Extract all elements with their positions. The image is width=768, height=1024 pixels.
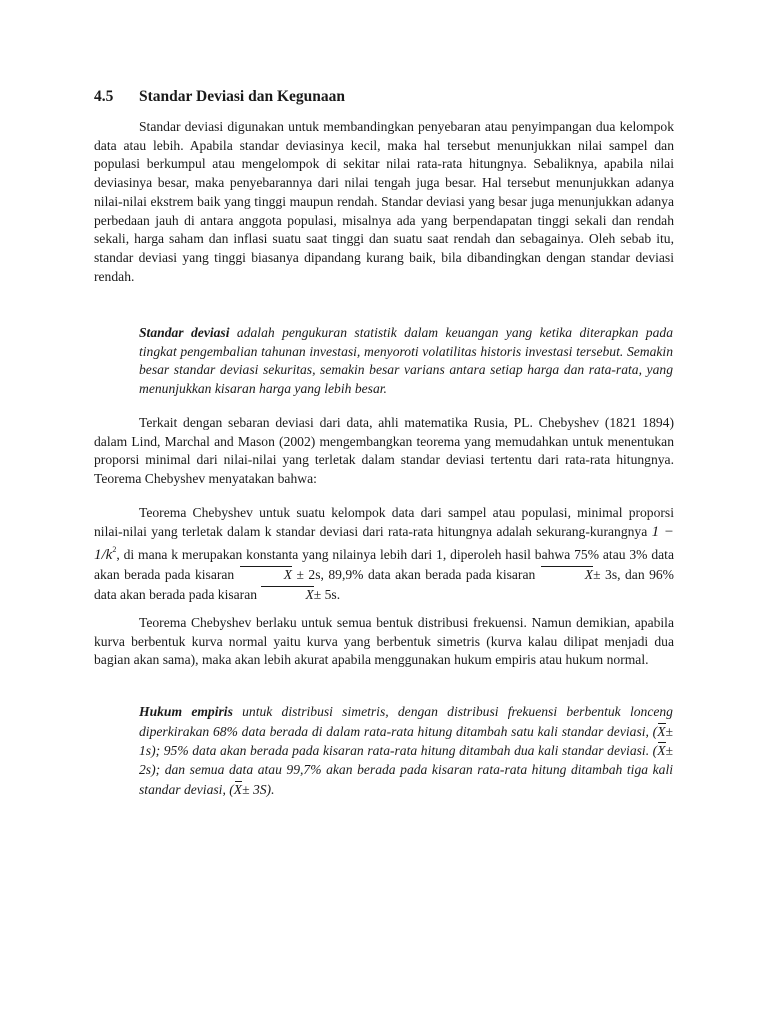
mean-symbol: X (540, 565, 593, 585)
section-title: Standar Deviasi dan Kegunaan (139, 88, 346, 105)
mean-symbol: X (234, 780, 242, 800)
section-heading (94, 88, 654, 106)
theorem-text-e: ± 5s. (313, 586, 341, 602)
paragraph-chebyshev-theorem (94, 504, 674, 605)
empiris-text-a: untuk distribusi simetris, dengan distribusi frekuensi berbentuk lonceng diperkirakan 68% data berada di dalam rata-rata hitung ditambah satu kali standar deviasi, ( (139, 704, 673, 739)
quote-text: adalah pengukuran statistik dalam keuangan yang ketika diterapkan pada tingkat pengembalian tahunan investasi, menyoroti volatilitas historis investasi tersebut. Semakin besar standar deviasi sekuritas, semakin besar varians antara setiap harga dan rata-rata, yang menunjukkan kisaran harga yang lebih besar. (139, 325, 673, 397)
theorem-text-b: , di mana k merupakan konstanta yang nilainya lebih dari 1, diperoleh hasil bahwa 75% atau 3% data akan berada pada kisaran (94, 547, 674, 583)
quote-standar-deviasi (139, 324, 673, 399)
formula-exponent: 2 (112, 545, 117, 555)
section-number: 4.5 (94, 88, 114, 105)
theorem-text-c: ± 2s, 89,9% data akan berada pada kisaran (292, 567, 540, 583)
empiris-text-b: ± 1s); 95% data akan berada pada kisaran rata-rata hitung ditambah dua kali standar deviasi. ( (139, 723, 673, 759)
empiris-text-c: ± 2s); dan semua data atau 99,7% akan berada pada kisaran rata-rata hitung ditambah tiga kali standar deviasi, ( (139, 743, 673, 797)
paragraph-empirical-intro: Teorema Chebyshev berlaku untuk semua bentuk distribusi frekuensi. Namun demikian, apabila kurva berbentuk kurva normal yaitu kurva yang berbentuk simetris (kurva kalau dilipat menjadi dua bagian akan sama), maka akan lebih akurat apabila menggunakan hukum empiris atau hukum normal. (94, 615, 674, 668)
paragraph-chebyshev-intro: Terkait dengan sebaran deviasi dari data, ahli matematika Rusia, PL. Chebyshev (1821 1894) dalam Lind, Marchal and Mason (2002) mengembangkan teorema yang memudahkan untuk menentukan proporsi minimal dari nilai-nilai yang terletak dalam standar deviasi tertentu dari rata-rata hitungnya. Teorema Chebyshev menyatakan bahwa: (94, 415, 674, 487)
paragraph-intro: Standar deviasi digunakan untuk membandingkan penyebaran atau penyimpangan dua kelompok data atau lebih. Apabila standar deviasinya kecil, maka hal tersebut menunjukkan nilai sampel dan populasi berkumpul atau mengelompok di sekitar nilai rata-rata hitungnya. Sebaliknya, apabila nilai deviasinya besar, maka penyebarannya dari nilai tengah juga besar. Hal tersebut menunjukkan adanya nilai-nilai ekstrem baik yang tinggi maupun rendah. Standar deviasi yang besar juga menunjukkan adanya perbedaan jauh di antara anggota populasi, misalnya ada yang berpendapatan tinggi sekali dan rendah sekali, harga saham dan inflasi suatu saat tinggi dan suatu saat rendah dan sebagainya. Oleh sebab itu, standar deviasi yang tinggi biasanya dipandang kurang baik, bila dibandingkan dengan standar deviasi rendah. (94, 119, 674, 284)
empiris-text-d: ± 3S). (242, 781, 275, 797)
mean-symbol: X (239, 565, 292, 585)
mean-symbol: X (657, 741, 665, 761)
quote-term: Standar deviasi (139, 325, 230, 340)
theorem-text-d: ± 3s, dan 96% data akan berada pada kisaran (94, 567, 675, 602)
mean-symbol: X (657, 722, 665, 742)
theorem-text-a: Teorema Chebyshev untuk suatu kelompok data dari sampel atau populasi, minimal proporsi nilai-nilai yang terletak dalam k standar deviasi dari rata-rata hitungnya adalah sekurang-kurangnya (94, 505, 674, 539)
quote-hukum-empiris (139, 703, 673, 800)
quote-term: Hukum empiris (139, 704, 233, 719)
chebyshev-formula: 1 − 1/k (94, 523, 674, 564)
mean-symbol: X (260, 585, 313, 605)
